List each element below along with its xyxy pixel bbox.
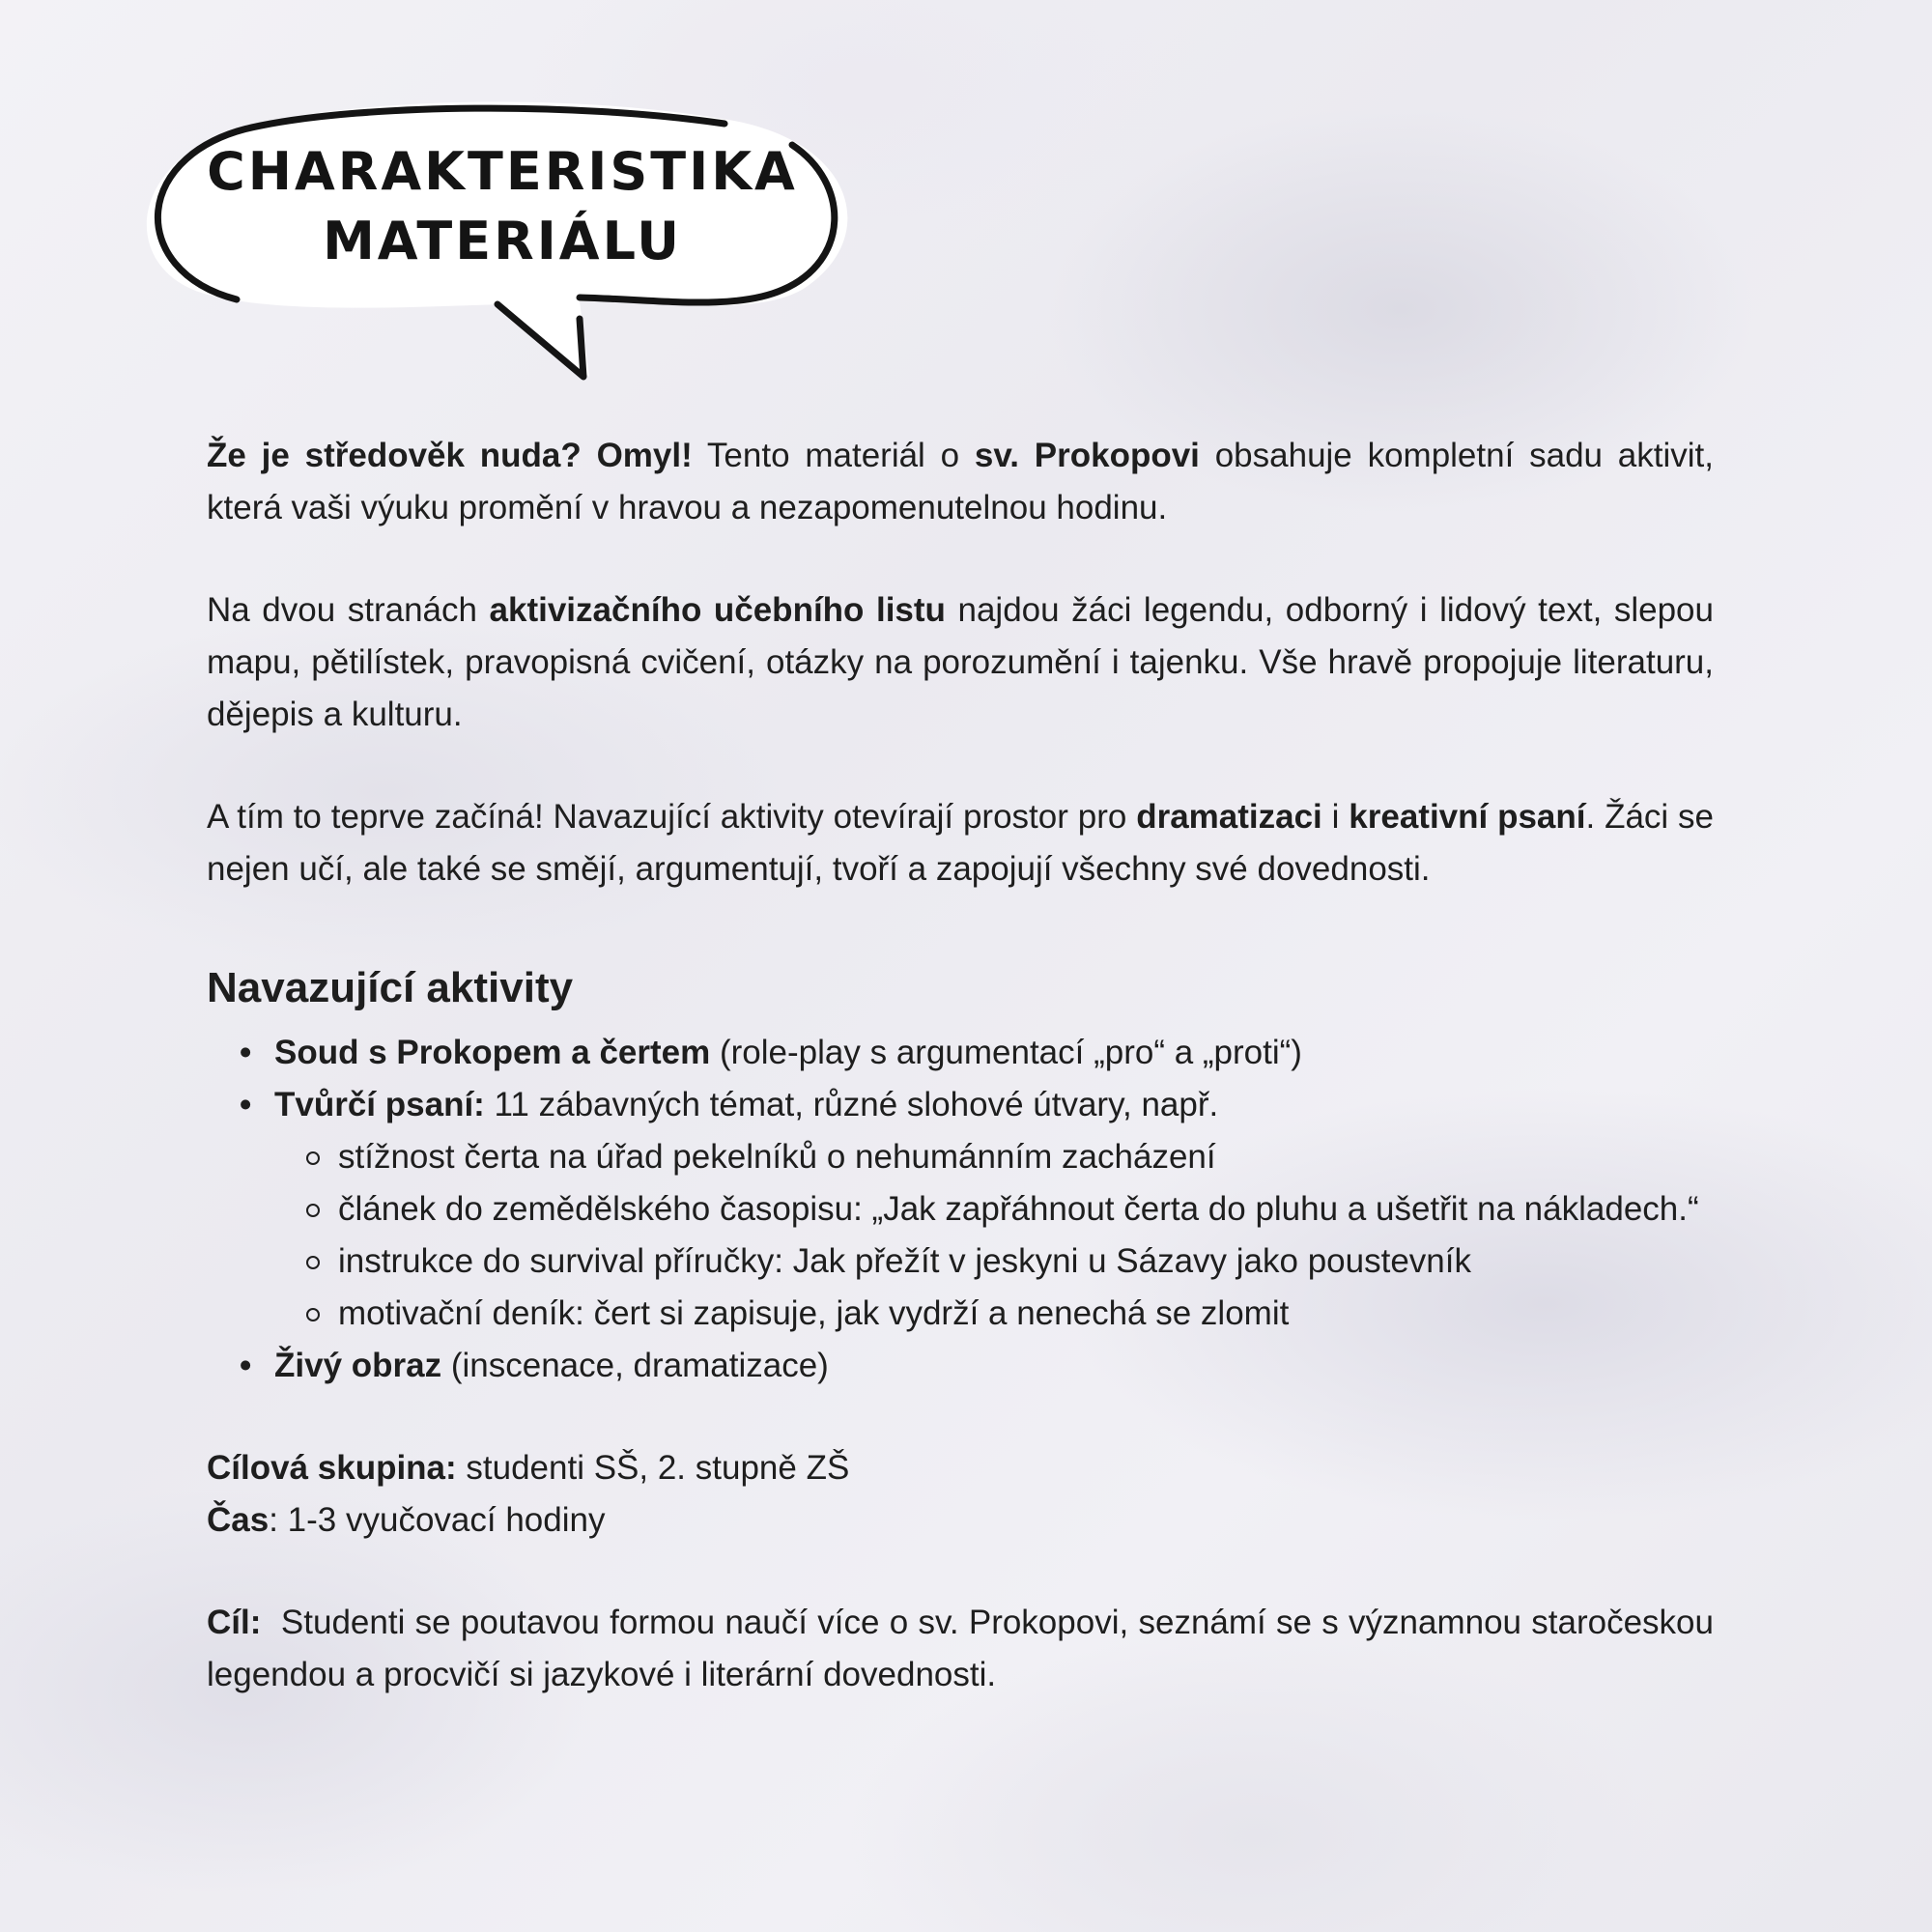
- goal-paragraph: [207, 1597, 1723, 1701]
- info-block: [207, 1442, 1714, 1547]
- activities-list: [207, 1027, 1714, 1392]
- writing-topic-item: motivační deník: čert si zapisuje, jak vydrží a nenechá se zlomit: [338, 1288, 1714, 1340]
- bubble-title: [193, 137, 811, 276]
- worksheet-text-2: najdou žáci legendu, odborný i lidový text, slepou mapu, pětilístek, pravopisná cvičení, otázky na porozumění i tajenku. Vše hravě propojuje literaturu, dějepis a kulturu.: [207, 591, 1714, 733]
- worksheet-text-1: Na dvou stranách: [207, 591, 490, 629]
- activities-heading: Navazující aktivity: [207, 964, 574, 1011]
- followup-bold-1: dramatizaci: [1136, 798, 1322, 836]
- writing-topic-item: článek do zemědělského časopisu: „Jak zapřáhnout čerta do pluhu a ušetřit na nákladech.“: [338, 1183, 1714, 1236]
- intro-bold-1: Že je středověk nuda? Omyl!: [207, 437, 693, 474]
- time-value: : 1-3 vyučovací hodiny: [269, 1501, 606, 1539]
- target-group-value: studenti SŠ, 2. stupně ZŠ: [456, 1449, 850, 1487]
- goal-text: Studenti se poutavou formou naučí více o sv. Prokopovi, seznámí se s významnou staročeskou legendou a procvičí si jazykové i literární dovednosti.: [207, 1604, 1723, 1693]
- intro-text-2: obsahuje kompletní sadu aktivit, která vaši výuku promění v hravou a nezapomenutelnou hodinu.: [207, 437, 1714, 526]
- activity-text: (inscenace, dramatizace): [441, 1347, 829, 1384]
- activity-bold: Soud s Prokopem a čertem: [274, 1034, 711, 1071]
- intro-text-1: Tento materiál o: [692, 437, 975, 474]
- writing-topic-item: instrukce do survival příručky: Jak přežít v jeskyni u Sázavy jako poustevník: [338, 1236, 1714, 1288]
- followup-text-2: i: [1321, 798, 1350, 836]
- time-line: [207, 1494, 1714, 1547]
- intro-paragraph: [207, 430, 1714, 534]
- content: [207, 430, 1723, 1701]
- bubble-title-line-1: CHARAKTERISTIKA: [207, 141, 798, 202]
- bubble-title-line-2: MATERIÁLU: [323, 211, 682, 271]
- target-group-line: [207, 1442, 1714, 1494]
- followup-text-3: . Žáci se nejen učí, ale také se smějí, argumentují, tvoří a zapojují všechny své dovednosti.: [207, 798, 1715, 888]
- worksheet-paragraph: [207, 584, 1714, 741]
- writing-topic-item: stížnost čerta na úřad pekelníků o nehumánním zacházení: [338, 1131, 1714, 1183]
- goal-label: Cíl:: [207, 1604, 262, 1641]
- activity-text: (role-play s argumentací „pro“ a „proti“): [710, 1034, 1302, 1071]
- activity-item: [274, 1027, 1714, 1079]
- activity-bold: Živý obraz: [274, 1347, 442, 1384]
- target-group-label: Cílová skupina:: [207, 1449, 457, 1487]
- activity-item: [274, 1079, 1714, 1340]
- activity-bold: Tvůrčí psaní:: [274, 1086, 485, 1123]
- worksheet-bold-1: aktivizačního učebního listu: [489, 591, 946, 629]
- writing-topics-list: [274, 1131, 1714, 1340]
- followup-paragraph: [207, 791, 1714, 895]
- time-label: Čas: [207, 1501, 270, 1539]
- followup-bold-2: kreativní psaní: [1349, 798, 1586, 836]
- intro-bold-2: sv. Prokopovi: [974, 437, 1200, 474]
- activity-text: 11 zábavných témat, různé slohové útvary, např.: [484, 1086, 1219, 1123]
- activity-item: [274, 1340, 1714, 1392]
- followup-text-1: A tím to teprve začíná! Navazující aktivity otevírají prostor pro: [207, 798, 1137, 836]
